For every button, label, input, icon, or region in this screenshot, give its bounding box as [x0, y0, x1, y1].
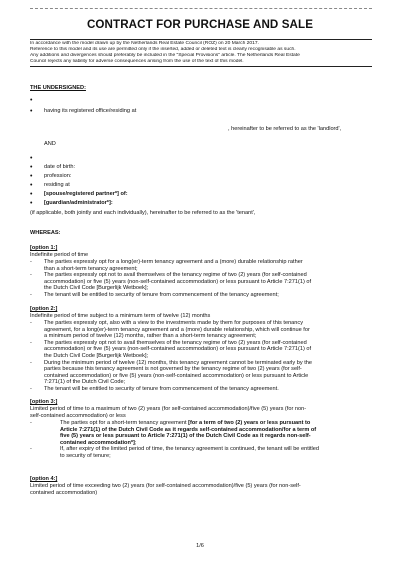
list-item: accommodation) or five (5) years (non-self-contained accommodation) or less pursuant to Article 7:271(1) of	[44, 278, 312, 285]
list-item: The parties expressly opt not to avail themselves of the tenancy regime of two (2) years (for self-contained	[44, 272, 307, 279]
bullet-icon: •	[30, 108, 33, 115]
option3-subtitle: self-contained accommodation) or less	[30, 413, 126, 419]
intro-box	[30, 39, 372, 67]
dash-marker: -	[30, 272, 32, 279]
option1-label: [option 1:]	[30, 245, 58, 251]
list-item: the Dutch Civil Code [Burgerlijk Wetboek];	[44, 352, 149, 359]
list-item: parties because this tenancy agreement is not governed by the tenancy regime of two (2) years (for self-	[44, 366, 302, 373]
list-item: to security of tenure;	[60, 452, 111, 459]
list-item: The parties expressly opt for a long(er)-term tenancy agreement and a (more) durable relationship rather	[44, 259, 303, 265]
bullet-icon: •	[30, 191, 33, 198]
whereas-heading: WHEREAS:	[30, 230, 61, 236]
list-item: The tenant will be entitled to security of tenure from commencement of the tenancy agreement;	[44, 291, 279, 298]
list-item-bold: contained accommodation*]	[60, 439, 135, 446]
party1-address-line: having its registered office/residing at	[44, 108, 137, 114]
undersigned-heading: THE UNDERSIGNED:	[30, 85, 86, 91]
bullet-icon: •	[30, 173, 33, 180]
list-item-bold: five (5) years or less pursuant to Article 7:271(1) of the Dutch Civil Code as it regards non-self-	[60, 433, 311, 440]
intro-line: Any additions and divergences should preferably be included in the "Special Provisions" article. The Netherlands Real Estate	[30, 52, 300, 58]
option2-subtitle: Indefinite period of time subject to a minimum term of twelve (12) months	[30, 313, 211, 319]
list-item: During the minimum period of twelve (12) months, this tenancy agreement cannot be terminated early by the	[44, 359, 313, 366]
top-divider	[30, 8, 372, 9]
dash-marker: -	[30, 385, 32, 392]
option1-subtitle: Indefinite period of time	[30, 252, 89, 258]
and-label: AND	[44, 141, 56, 147]
tenant-profession: profession:	[44, 173, 72, 179]
option3-label: [option 3:]	[30, 399, 58, 405]
dash-marker: -	[30, 259, 32, 265]
dash-marker: -	[30, 320, 32, 326]
page-title: CONTRACT FOR PURCHASE AND SALE	[86, 18, 314, 31]
list-item: The parties expressly opt not to avail themselves of the tenancy regime of two (2) years (for self-contained	[44, 339, 307, 346]
option3-subtitle: Limited period of time to a maximum of two (2) years (for self-contained accommodation)/five (5) years (for non-	[30, 406, 307, 412]
tenant-guardian: [guardian/administrator*]:	[44, 200, 113, 206]
option4-label: [option 4:]	[30, 476, 58, 482]
bullet-icon: •	[30, 200, 33, 207]
option3-list	[30, 420, 372, 460]
list-item: than a short-term tenancy agreement;	[44, 265, 138, 272]
tenant-residing-at: residing at	[44, 182, 70, 188]
intro-line: In accordance with the model drawn up by the Netherlands Real Estate Council (ROZ) on 20 March 2017.	[30, 41, 259, 46]
dash-marker: -	[30, 420, 32, 426]
list-item: The parties expressly opt, also with a view to the investments made by them for purposes of this tenancy	[44, 320, 303, 326]
list-item-bold: Article 7:271(1) of the Dutch Civil Code as it regards self-contained accommodation/for a term of	[60, 426, 317, 433]
dash-marker: -	[30, 339, 32, 346]
list-item-bold: [for a term of two (2) years or less pursuant to	[188, 420, 311, 426]
dash-marker: -	[30, 291, 32, 298]
option2-label: [option 2:]	[30, 306, 58, 312]
tenant-spouse-partner: [spouse/registered partner*] of:	[44, 191, 128, 197]
list-item: the Dutch Civil Code [Burgerlijk Wetboek];	[44, 285, 149, 292]
dash-marker: -	[30, 446, 32, 453]
intro-line: Council rejects any liability for adverse consequences arising from the use of the text of this model.	[30, 58, 244, 64]
tenant-date-of-birth: date of birth:	[44, 164, 76, 170]
landlord-reference: , hereinafter to be referred to as the 'landlord',	[228, 126, 342, 132]
list-item: If, after expiry of the limited period of time, the tenancy agreement is continued, the tenant will be entitled	[60, 446, 320, 453]
option1-list	[30, 259, 372, 299]
list-item: ;	[134, 439, 137, 446]
list-item: The tenant will be entitled to security of tenure from commencement of the tenancy agreement.	[44, 385, 279, 392]
dash-marker: -	[30, 359, 32, 366]
list-item: agreement, for a long(er)-term tenancy agreement and a (more) durable relationship, which will continue for	[44, 326, 310, 333]
page-number: 1/6	[196, 543, 204, 549]
list-item: a minimum period of twelve (12) months, rather than a short-term tenancy agreement;	[44, 333, 257, 340]
bullet-icon: •	[30, 182, 33, 189]
list-item: The parties opt for a short-term tenancy agreement	[60, 420, 189, 426]
list-item: contained accommodation) or five (5) years (non-self-contained accommodation) or less pursuant to Article	[44, 372, 309, 379]
bullet-icon: •	[30, 164, 33, 171]
list-item: 7:271(1) of the Dutch Civil Code;	[44, 379, 126, 386]
list-item: accommodation) or five (5) years (non-self-contained accommodation) or less pursuant to Article 7:271(1) of	[44, 346, 312, 353]
option4-subtitle: Limited period of time exceeding two (2) years (for self-contained accommodation)/five (5) years (for non-self-	[30, 483, 301, 489]
tenant-reference: (if applicable, both jointly and each individually), hereinafter to be referred to as the 'tenant',	[30, 210, 256, 216]
option4-subtitle: contained accommodation)	[30, 490, 98, 496]
option2-list	[30, 320, 372, 393]
bullet-icon: •	[30, 97, 33, 104]
intro-line: Reference to this model and its use are permitted only if the inserted, added or deleted text is clearly recognisable as such.	[30, 46, 296, 52]
bullet-icon: •	[30, 155, 33, 162]
